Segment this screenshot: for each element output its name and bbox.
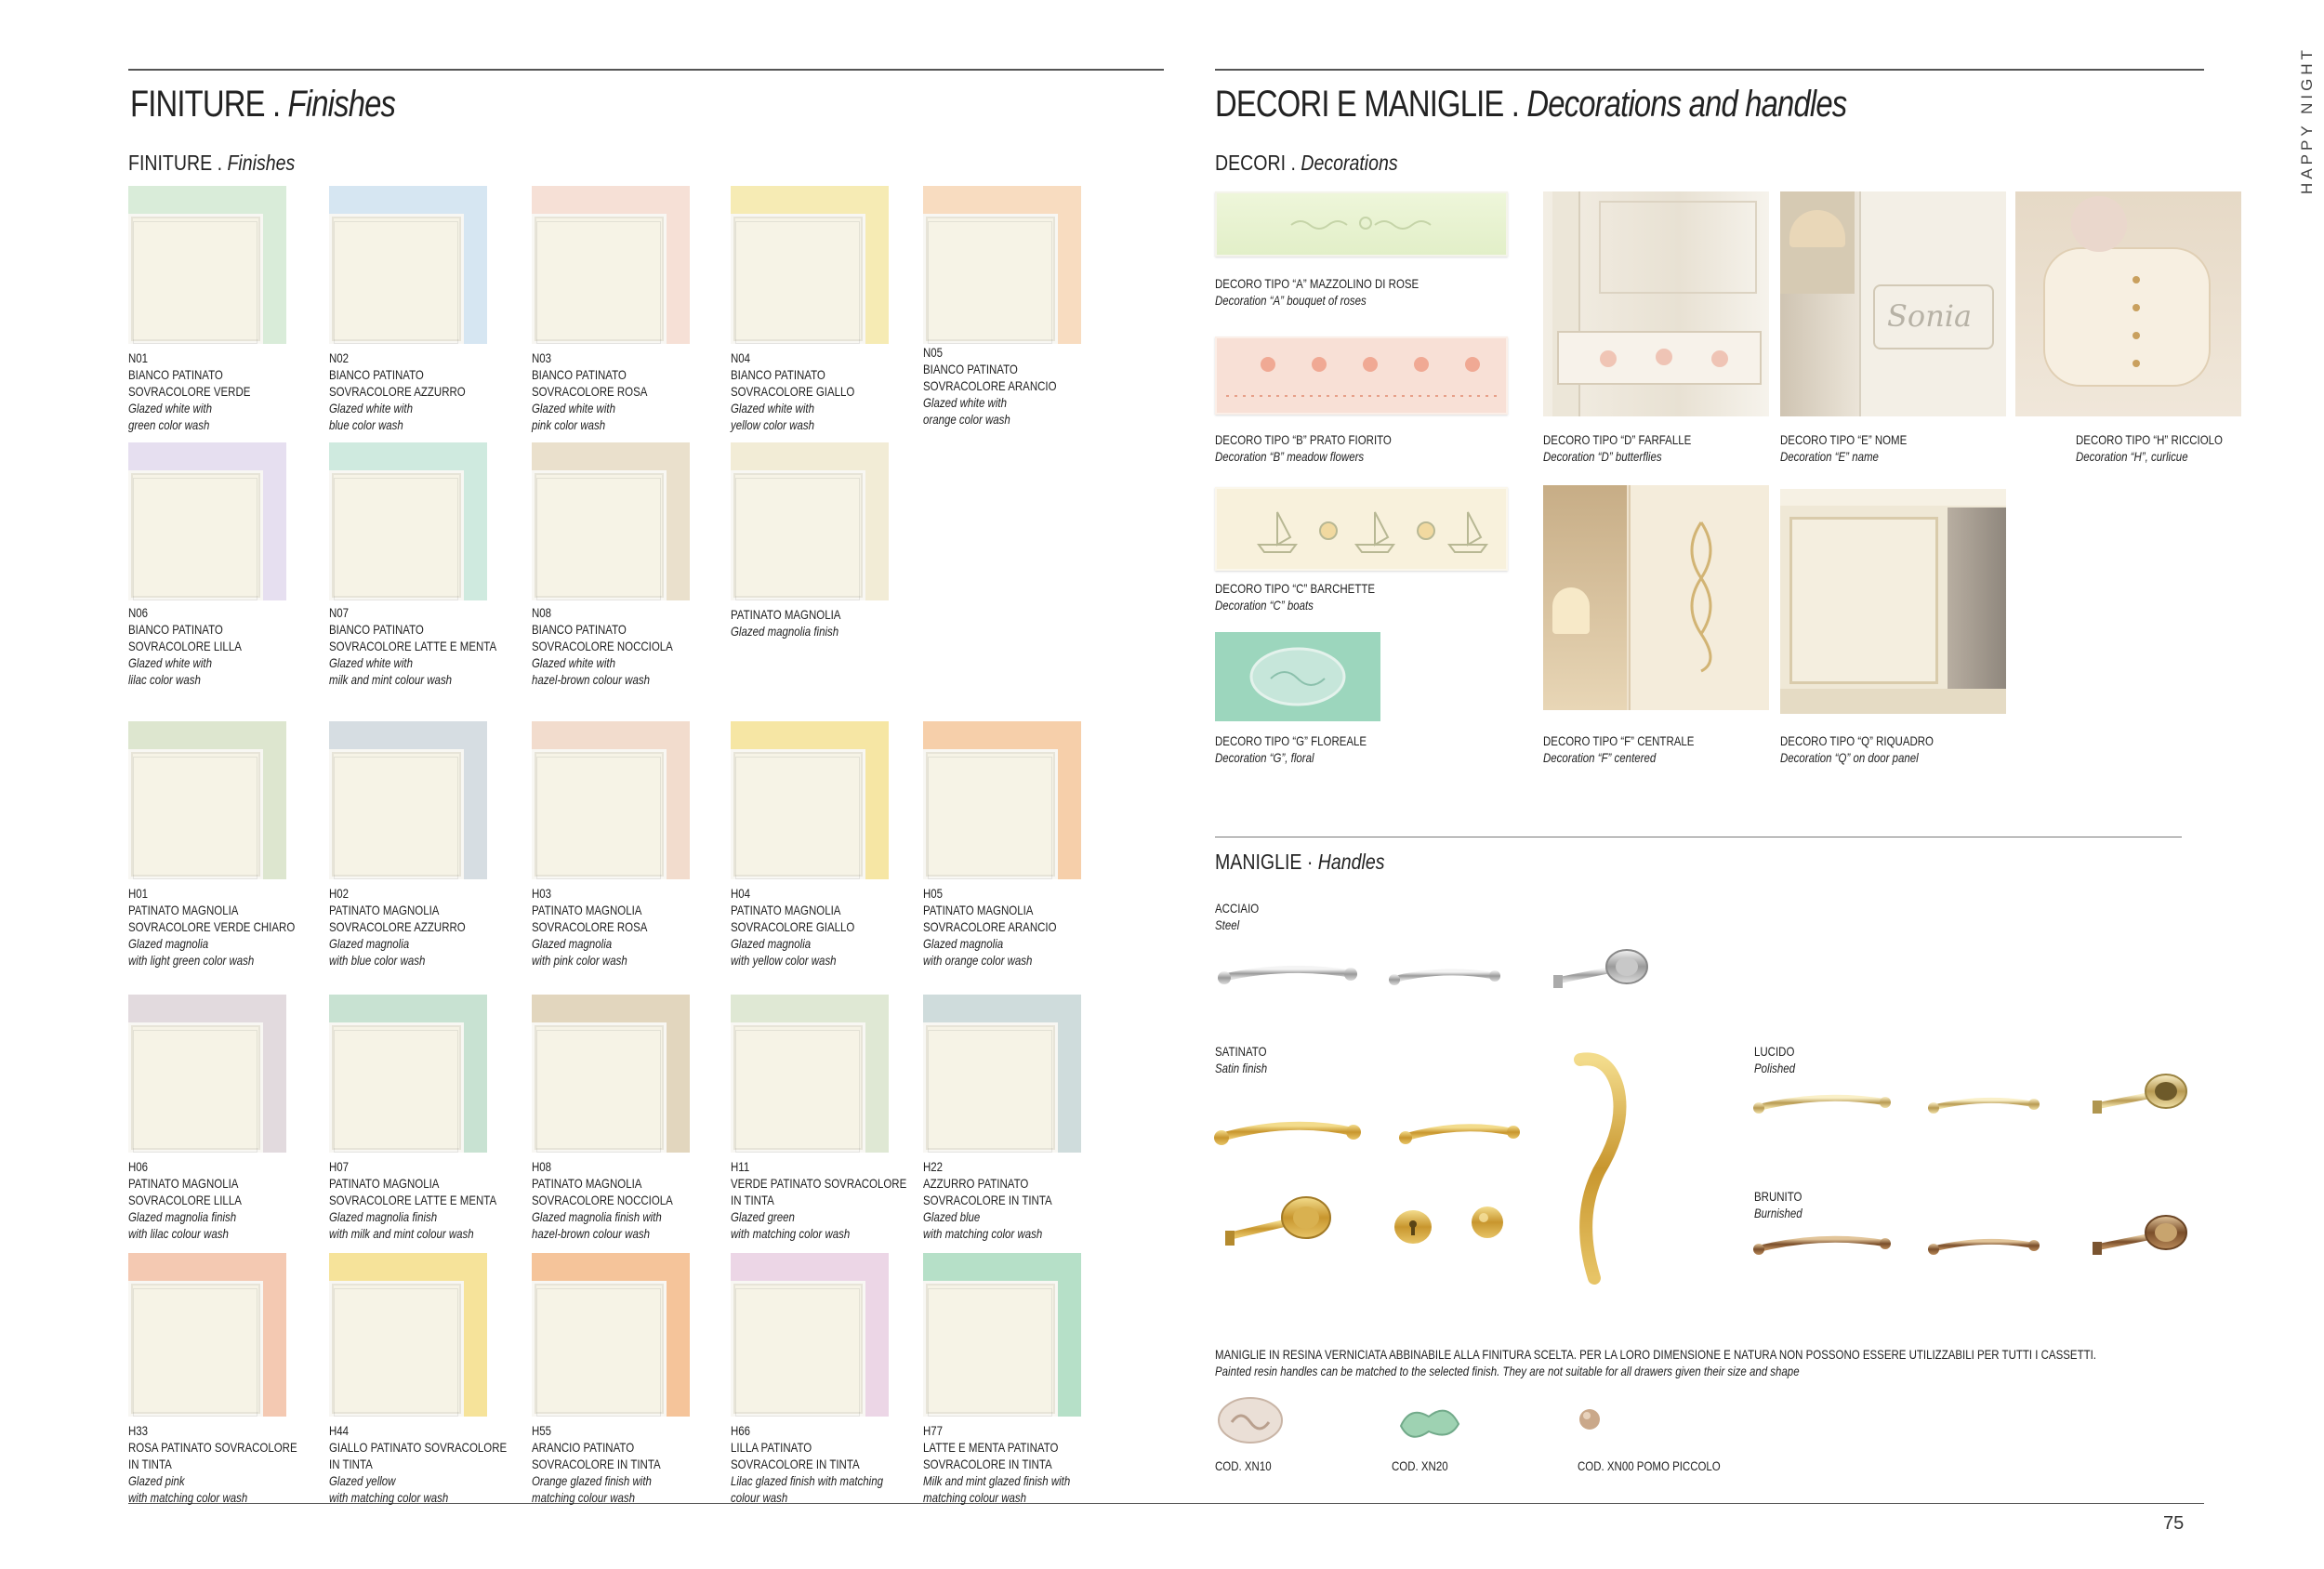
polished-handle-large bbox=[1748, 1086, 1896, 1123]
finish-caption: H02 PATINATO MAGNOLIA SOVRACOLORE AZZURRO Glazed magnolia with blue color wash bbox=[329, 886, 466, 968]
finish-swatch-h22 bbox=[923, 995, 1081, 1153]
finish-swatch-patinato-magnolia bbox=[731, 442, 889, 600]
finish-swatch-h66 bbox=[731, 1253, 889, 1417]
satin-handle-large bbox=[1208, 1114, 1367, 1154]
finishes-title: FINITURE . Finishes bbox=[130, 84, 396, 125]
finish-swatch-n06 bbox=[128, 442, 286, 600]
steel-handle-large bbox=[1213, 957, 1362, 995]
resin-code-xn10: COD. XN10 bbox=[1215, 1458, 1272, 1473]
finish-caption: H44 GIALLO PATINATO SOVRACOLORE IN TINTA Glazed yellow with matching color wash bbox=[329, 1423, 508, 1505]
decoration-q-photo bbox=[1780, 489, 2006, 714]
finish-caption: N03 BIANCO PATINATO SOVRACOLORE ROSA Glazed white with pink color wash bbox=[532, 350, 648, 432]
finish-caption: N05 BIANCO PATINATO SOVRACOLORE ARANCIO Glazed white with orange color wash bbox=[923, 345, 1057, 427]
decorations-subtitle: DECORI . Decorations bbox=[1215, 151, 1398, 175]
finish-swatch-h55 bbox=[532, 1253, 690, 1417]
decorations-handles-title: DECORI E MANIGLIE . Decorations and handles bbox=[1215, 84, 1847, 125]
decoration-h-photo bbox=[2015, 191, 2241, 416]
finish-swatch-h07 bbox=[329, 995, 487, 1153]
finish-caption: N07 BIANCO PATINATO SOVRACOLORE LATTE E MENTA Glazed white with milk and mint colour wash bbox=[329, 605, 497, 687]
swatch-panel bbox=[532, 470, 667, 600]
satin-handle-small bbox=[1394, 1115, 1525, 1153]
swatch-panel bbox=[128, 214, 263, 344]
resin-code-xn00: COD. XN00 POMO PICCOLO bbox=[1578, 1458, 1721, 1473]
finish-caption: H07 PATINATO MAGNOLIA SOVRACOLORE LATTE E MENTA Glazed magnolia finish with milk and mint colour wash bbox=[329, 1159, 497, 1241]
swatch-panel bbox=[329, 1281, 464, 1417]
finish-swatch-n04 bbox=[731, 186, 889, 344]
satin-knob bbox=[1467, 1202, 1508, 1243]
finish-swatch-n01 bbox=[128, 186, 286, 344]
polished-key-handle bbox=[2087, 1067, 2199, 1123]
swatch-panel bbox=[128, 749, 263, 879]
swatch-panel bbox=[532, 1022, 667, 1153]
finish-caption: H04 PATINATO MAGNOLIA SOVRACOLORE GIALLO Glazed magnolia with yellow color wash bbox=[731, 886, 855, 968]
finish-steel-label: ACCIAIO Steel bbox=[1215, 901, 1260, 932]
finishes-subtitle: FINITURE . Finishes bbox=[128, 151, 296, 175]
decoration-e-name-sample: Sonia bbox=[1887, 298, 1973, 334]
finish-caption: H01 PATINATO MAGNOLIA SOVRACOLORE VERDE CHIARO Glazed magnolia with light green color wash bbox=[128, 886, 296, 968]
swatch-panel bbox=[923, 1281, 1058, 1417]
swatch-panel bbox=[731, 1281, 865, 1417]
burnished-handle-large bbox=[1748, 1227, 1896, 1264]
decoration-q-caption: DECORO TIPO “Q” RIQUADRO Decoration “Q” on door panel bbox=[1780, 733, 1934, 765]
finish-caption: H05 PATINATO MAGNOLIA SOVRACOLORE ARANCIO Glazed magnolia with orange color wash bbox=[923, 886, 1057, 968]
decoration-f-photo bbox=[1543, 485, 1769, 710]
swatch-panel bbox=[532, 749, 667, 879]
finish-caption: N06 BIANCO PATINATO SOVRACOLORE LILLA Glazed white with lilac color wash bbox=[128, 605, 242, 687]
steel-handle-small bbox=[1385, 961, 1506, 995]
decoration-d-photo bbox=[1543, 191, 1769, 416]
handles-subtitle: MANIGLIE · Handles bbox=[1215, 850, 1385, 874]
finish-caption: H33 ROSA PATINATO SOVRACOLORE IN TINTA Glazed pink with matching color wash bbox=[128, 1423, 297, 1505]
finish-caption: H55 ARANCIO PATINATO SOVRACOLORE IN TINTA Orange glazed finish with matching colour wash bbox=[532, 1423, 661, 1505]
side-section-tab: HAPPY NIGHT bbox=[2298, 46, 2316, 194]
finish-swatch-h33 bbox=[128, 1253, 286, 1417]
finish-caption: H06 PATINATO MAGNOLIA SOVRACOLORE LILLA Glazed magnolia finish with lilac colour wash bbox=[128, 1159, 242, 1241]
decoration-g-caption: DECORO TIPO “G” FLOREALE Decoration “G”, floral bbox=[1215, 733, 1367, 765]
finish-swatch-n08 bbox=[532, 442, 690, 600]
finish-swatch-h02 bbox=[329, 721, 487, 879]
finish-swatch-n07 bbox=[329, 442, 487, 600]
decoration-g-image bbox=[1215, 632, 1380, 721]
finish-swatch-n02 bbox=[329, 186, 487, 344]
swatch-panel bbox=[532, 1281, 667, 1417]
swatch-panel bbox=[128, 470, 263, 600]
finish-swatch-h06 bbox=[128, 995, 286, 1153]
resin-code-xn20: COD. XN20 bbox=[1392, 1458, 1448, 1473]
finish-swatch-h44 bbox=[329, 1253, 487, 1417]
finish-swatch-n05 bbox=[923, 186, 1081, 344]
finish-swatch-h05 bbox=[923, 721, 1081, 879]
finish-caption: N01 BIANCO PATINATO SOVRACOLORE VERDE Glazed white with green color wash bbox=[128, 350, 251, 432]
decoration-b-image bbox=[1215, 336, 1508, 415]
resin-handle-xn20 bbox=[1392, 1398, 1466, 1444]
decoration-b-caption: DECORO TIPO “B” PRATO FIORITO Decoration “B” meadow flowers bbox=[1215, 432, 1392, 464]
polished-handle-small bbox=[1924, 1088, 2045, 1121]
finish-swatch-h01 bbox=[128, 721, 286, 879]
top-rule-left bbox=[128, 69, 1164, 71]
decoration-d-caption: DECORO TIPO “D” FARFALLE Decoration “D” butterflies bbox=[1543, 432, 1692, 464]
swatch-panel bbox=[329, 1022, 464, 1153]
swatch-panel bbox=[923, 1022, 1058, 1153]
finish-swatch-h03 bbox=[532, 721, 690, 879]
finish-caption: H66 LILLA PATINATO SOVRACOLORE IN TINTA Lilac glazed finish with matching colour wash bbox=[731, 1423, 883, 1505]
swatch-panel bbox=[128, 1281, 263, 1417]
resin-handles-note: MANIGLIE IN RESINA VERNICIATA ABBINABILE ALLA FINITURA SCELTA. PER LA LORO DIMENSIONE E NATURA NON POSSONO ESSERE UTILIZZABILI PER TUTTI I CASSETTI. Painted resin handles can be matched to the selected finish. They are not suitable for all drawers given their size and shape bbox=[1215, 1347, 2096, 1378]
top-rule-right bbox=[1215, 69, 2204, 71]
finish-caption: N08 BIANCO PATINATO SOVRACOLORE NOCCIOLA Glazed white with hazel-brown colour wash bbox=[532, 605, 673, 687]
finish-swatch-h77 bbox=[923, 1253, 1081, 1417]
satin-keyhole-plate bbox=[1390, 1204, 1436, 1250]
decoration-h-caption: DECORO TIPO “H” RICCIOLO Decoration “H”, curlicue bbox=[2076, 432, 2223, 464]
swatch-panel bbox=[532, 214, 667, 344]
finish-polished-label: LUCIDO Polished bbox=[1754, 1044, 1796, 1075]
decoration-c-image bbox=[1215, 487, 1508, 571]
swatch-panel bbox=[731, 1022, 865, 1153]
finish-caption: H22 AZZURRO PATINATO SOVRACOLORE IN TINTA Glazed blue with matching color wash bbox=[923, 1159, 1052, 1241]
swatch-panel bbox=[329, 470, 464, 600]
satin-curved-pull-handle bbox=[1543, 1050, 1645, 1292]
satin-key-handle bbox=[1218, 1190, 1339, 1255]
finish-swatch-h08 bbox=[532, 995, 690, 1153]
finish-burnished-label: BRUNITO Burnished bbox=[1754, 1189, 1802, 1220]
finish-swatch-n03 bbox=[532, 186, 690, 344]
finish-caption: N04 BIANCO PATINATO SOVRACOLORE GIALLO Glazed white with yellow color wash bbox=[731, 350, 855, 432]
resin-knob-xn00 bbox=[1576, 1405, 1604, 1433]
swatch-panel bbox=[329, 749, 464, 879]
finish-swatch-h11 bbox=[731, 995, 889, 1153]
steel-key-handle bbox=[1548, 943, 1659, 999]
finish-caption: H03 PATINATO MAGNOLIA SOVRACOLORE ROSA Glazed magnolia with pink color wash bbox=[532, 886, 648, 968]
decoration-a-caption: DECORO TIPO “A” MAZZOLINO DI ROSE Decoration “A” bouquet of roses bbox=[1215, 276, 1419, 308]
swatch-panel bbox=[329, 214, 464, 344]
swatch-panel bbox=[731, 214, 865, 344]
resin-handle-xn10 bbox=[1215, 1394, 1286, 1446]
finish-caption: N02 BIANCO PATINATO SOVRACOLORE AZZURRO Glazed white with blue color wash bbox=[329, 350, 466, 432]
decoration-f-caption: DECORO TIPO “F” CENTRALE Decoration “F” centered bbox=[1543, 733, 1695, 765]
decoration-c-caption: DECORO TIPO “C” BARCHETTE Decoration “C” boats bbox=[1215, 581, 1376, 613]
finish-caption: H77 LATTE E MENTA PATINATO SOVRACOLORE IN TINTA Milk and mint glazed finish with matching colour wash bbox=[923, 1423, 1071, 1505]
page-number: 75 bbox=[2163, 1513, 2185, 1534]
swatch-panel bbox=[923, 749, 1058, 879]
finish-caption: H08 PATINATO MAGNOLIA SOVRACOLORE NOCCIOLA Glazed magnolia finish with hazel-brown colour wash bbox=[532, 1159, 673, 1241]
swatch-panel bbox=[731, 749, 865, 879]
decoration-e-caption: DECORO TIPO “E” NOME Decoration “E” name bbox=[1780, 432, 1908, 464]
finish-caption: PATINATO MAGNOLIA Glazed magnolia finish bbox=[731, 607, 841, 639]
swatch-panel bbox=[128, 1022, 263, 1153]
burnished-key-handle bbox=[2087, 1208, 2199, 1264]
finish-swatch-h04 bbox=[731, 721, 889, 879]
decoration-a-image bbox=[1215, 191, 1508, 257]
swatch-panel bbox=[731, 470, 865, 600]
decoration-e-photo bbox=[1780, 191, 2006, 416]
finish-caption: H11 VERDE PATINATO SOVRACOLORE IN TINTA Glazed green with matching color wash bbox=[731, 1159, 907, 1241]
swatch-panel bbox=[923, 214, 1058, 344]
burnished-handle-small bbox=[1924, 1229, 2045, 1262]
finish-satin-label: SATINATO Satin finish bbox=[1215, 1044, 1268, 1075]
